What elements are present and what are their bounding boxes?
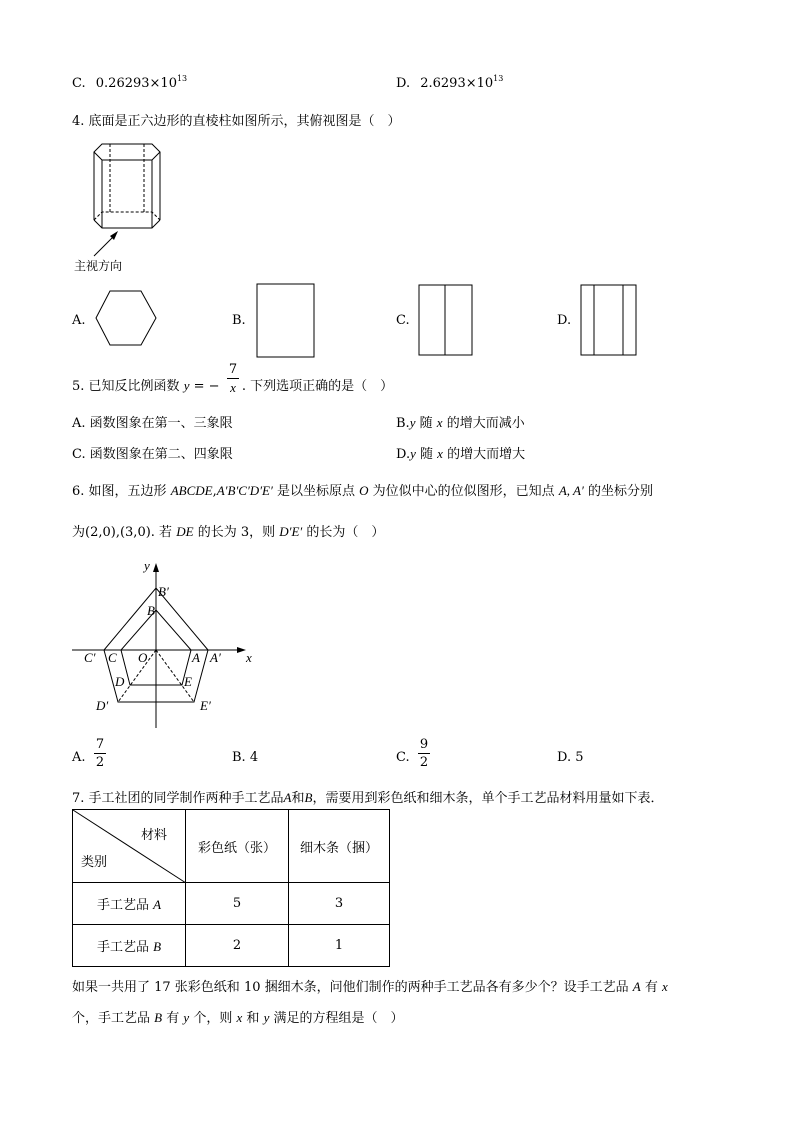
q7-text: 个，手工艺品 bbox=[72, 1011, 151, 1026]
q5-text-end: . 下列选项正确的是（ ） bbox=[241, 379, 394, 394]
q6-text: 为位似中心的位似图形，已知点 bbox=[372, 484, 555, 499]
q4-option-c-label[interactable]: C. bbox=[396, 313, 410, 328]
label-e: E bbox=[184, 674, 192, 689]
diagonal-line bbox=[73, 810, 186, 883]
table-header-row bbox=[73, 810, 390, 883]
diagonal-header-cell bbox=[73, 810, 186, 883]
q5-option-c[interactable]: C. 函数图象在第二、四象限 bbox=[72, 447, 233, 462]
q7-paragraph-line2 bbox=[72, 1007, 404, 1026]
coordinates: (2,0),(3,0) bbox=[85, 525, 151, 540]
q6-text: 6. 如图，五边形 bbox=[72, 484, 167, 499]
pentagon-abcde: ABCDE bbox=[170, 483, 213, 498]
label-o: O bbox=[138, 650, 148, 665]
option-label: C. bbox=[72, 76, 86, 91]
exponent: 13 bbox=[493, 74, 504, 83]
option-text: 随 bbox=[420, 447, 434, 462]
q6-option-c-label[interactable]: C. bbox=[396, 750, 410, 765]
q7-text: 如果一共用了 17 张彩色纸和 10 捆细木条，问他们制作的两种手工艺品各有多少个？设手工艺品 bbox=[72, 980, 629, 995]
q6-option-a-fraction bbox=[94, 737, 106, 770]
row-label-text: 手工艺品 bbox=[96, 940, 149, 955]
denominator: 2 bbox=[419, 755, 429, 770]
q7-text: 和 bbox=[246, 1011, 260, 1026]
var-b: B bbox=[304, 790, 313, 805]
var-a: A bbox=[632, 979, 641, 994]
segment-de-prime: D′E′ bbox=[279, 524, 303, 539]
q6-option-c-fraction bbox=[418, 737, 430, 770]
q6-option-b[interactable]: B. 4 bbox=[232, 750, 259, 765]
row-var: A bbox=[153, 897, 162, 912]
row-label bbox=[73, 925, 186, 967]
prism-top-face bbox=[94, 144, 160, 160]
fraction-bar bbox=[94, 753, 106, 754]
q7-text: 有 bbox=[644, 980, 658, 995]
q7-text: 有 bbox=[166, 1011, 180, 1026]
cell-wood: 1 bbox=[289, 925, 390, 967]
points-a: A, A′ bbox=[558, 483, 584, 498]
comma: , bbox=[212, 484, 217, 499]
q6-option-d[interactable]: D. 5 bbox=[557, 750, 584, 765]
q4-option-a-hexagon bbox=[95, 290, 157, 346]
numerator: 7 bbox=[95, 737, 105, 752]
label-e-prime: E′ bbox=[200, 698, 211, 713]
segment-de: DE bbox=[176, 524, 194, 539]
var-b: B bbox=[154, 1010, 163, 1025]
q7-text: ，需要用到彩色纸和细木条，单个手工艺品材料用量如下表． bbox=[312, 791, 664, 806]
equals-minus: = − bbox=[193, 379, 220, 394]
q5-text: 5. 已知反比例函数 bbox=[72, 379, 180, 394]
q7-paragraph-line1 bbox=[72, 976, 668, 995]
q7-text: 和 bbox=[291, 791, 305, 806]
label-x: x bbox=[246, 650, 252, 665]
option-text: 的增大而减小 bbox=[446, 416, 525, 431]
header-category: 类别 bbox=[81, 855, 108, 870]
q4-stem: 4. 底面是正六边形的直棱柱如图所示，其俯视图是（ ） bbox=[72, 114, 401, 129]
header-materials: 材料 bbox=[140, 828, 167, 843]
option-text: 随 bbox=[419, 416, 433, 431]
fraction-bar bbox=[418, 753, 430, 754]
y-axis-arrow-icon bbox=[153, 563, 159, 572]
option-label: D. bbox=[396, 447, 411, 462]
numerator: 7 bbox=[228, 362, 238, 377]
q7-stem bbox=[72, 787, 663, 806]
q6-text: 的长为 3，则 bbox=[197, 525, 276, 540]
cell-wood: 3 bbox=[289, 883, 390, 925]
var-y: y bbox=[183, 1010, 190, 1025]
q4-option-d-label[interactable]: D. bbox=[557, 313, 572, 328]
q5-fraction bbox=[227, 362, 239, 396]
option-text: 的增大而增大 bbox=[447, 447, 526, 462]
q6-option-a-label[interactable]: A. bbox=[72, 750, 86, 765]
q4-option-a-label[interactable]: A. bbox=[72, 313, 86, 328]
label-d-prime: D′ bbox=[96, 698, 109, 713]
cell-paper: 2 bbox=[186, 925, 289, 967]
table-row bbox=[73, 925, 390, 967]
cell-paper: 5 bbox=[186, 883, 289, 925]
q6-text: . 若 bbox=[150, 525, 173, 540]
label-c: C bbox=[108, 650, 117, 665]
q6-stem-line2 bbox=[72, 521, 384, 540]
q4-option-d-rectangle-three-parts bbox=[580, 284, 638, 357]
option-value: 2.6293×10 bbox=[420, 76, 494, 91]
q6-stem-line1 bbox=[72, 480, 653, 499]
row-var: B bbox=[153, 939, 162, 954]
q6-text: 的长为（ ） bbox=[306, 525, 385, 540]
q7-text: 满足的方程组是（ ） bbox=[273, 1011, 404, 1026]
q7-text: 7. 手工社团的同学制作两种手工艺品 bbox=[72, 791, 284, 806]
row-label-text: 手工艺品 bbox=[96, 898, 149, 913]
var-y: y bbox=[410, 446, 416, 461]
q5-option-d[interactable] bbox=[396, 443, 525, 462]
label-y: y bbox=[144, 558, 150, 573]
fraction-bar bbox=[227, 378, 239, 379]
option-label: D. bbox=[396, 76, 411, 91]
label-a: A bbox=[192, 650, 200, 665]
q5-option-a[interactable]: A. 函数图象在第一、三象限 bbox=[72, 416, 233, 431]
row-label bbox=[73, 883, 186, 925]
pentagon-prime: A′B′C′D′E′ bbox=[216, 483, 273, 498]
prism-bottom-hidden-edge bbox=[94, 212, 160, 220]
var-y: y bbox=[263, 1010, 270, 1025]
prism-bottom-edge bbox=[94, 220, 160, 228]
q7-text: 个，则 bbox=[193, 1011, 233, 1026]
q4-option-c-rectangle-split bbox=[418, 284, 474, 357]
q3-option-c[interactable] bbox=[72, 74, 187, 91]
label-b: B bbox=[147, 603, 155, 618]
label-c-prime: C′ bbox=[84, 650, 96, 665]
header-colored-paper: 彩色纸（张） bbox=[186, 810, 289, 883]
option-label: B. bbox=[396, 416, 410, 431]
origin-o: O bbox=[359, 483, 369, 498]
var-y: y bbox=[409, 415, 416, 430]
homothetic-pentagon-figure bbox=[70, 558, 260, 733]
header-wood-strips: 细木条（捆） bbox=[289, 810, 390, 883]
denominator: 2 bbox=[95, 755, 105, 770]
table-row bbox=[73, 883, 390, 925]
var-x: x bbox=[437, 446, 443, 461]
q4-option-b-rectangle bbox=[256, 283, 316, 359]
hexagonal-prism-figure bbox=[70, 138, 180, 268]
option-value: 0.26293×10 bbox=[95, 76, 177, 91]
label-b-prime: B′ bbox=[158, 584, 169, 599]
exponent: 13 bbox=[176, 74, 188, 83]
var-a: A bbox=[283, 790, 292, 805]
materials-table bbox=[72, 809, 390, 967]
var-y: y bbox=[183, 378, 190, 393]
view-direction-label: 主视方向 bbox=[74, 259, 123, 273]
label-d: D bbox=[115, 674, 125, 689]
q6-text: 是以坐标原点 bbox=[276, 484, 355, 499]
var-x: x bbox=[236, 1010, 243, 1025]
q5-option-b[interactable] bbox=[396, 412, 525, 431]
label-a-prime: A′ bbox=[210, 650, 221, 665]
numerator: 9 bbox=[419, 737, 429, 752]
q4-option-b-label[interactable]: B. bbox=[232, 313, 246, 328]
var-x: x bbox=[662, 979, 668, 994]
q3-option-d[interactable] bbox=[396, 74, 503, 91]
denominator: x bbox=[230, 380, 236, 395]
var-x: x bbox=[436, 415, 443, 430]
q6-text: 为 bbox=[72, 525, 86, 540]
x-axis-arrow-icon bbox=[237, 647, 246, 653]
q6-text: 的坐标分别 bbox=[587, 484, 653, 499]
